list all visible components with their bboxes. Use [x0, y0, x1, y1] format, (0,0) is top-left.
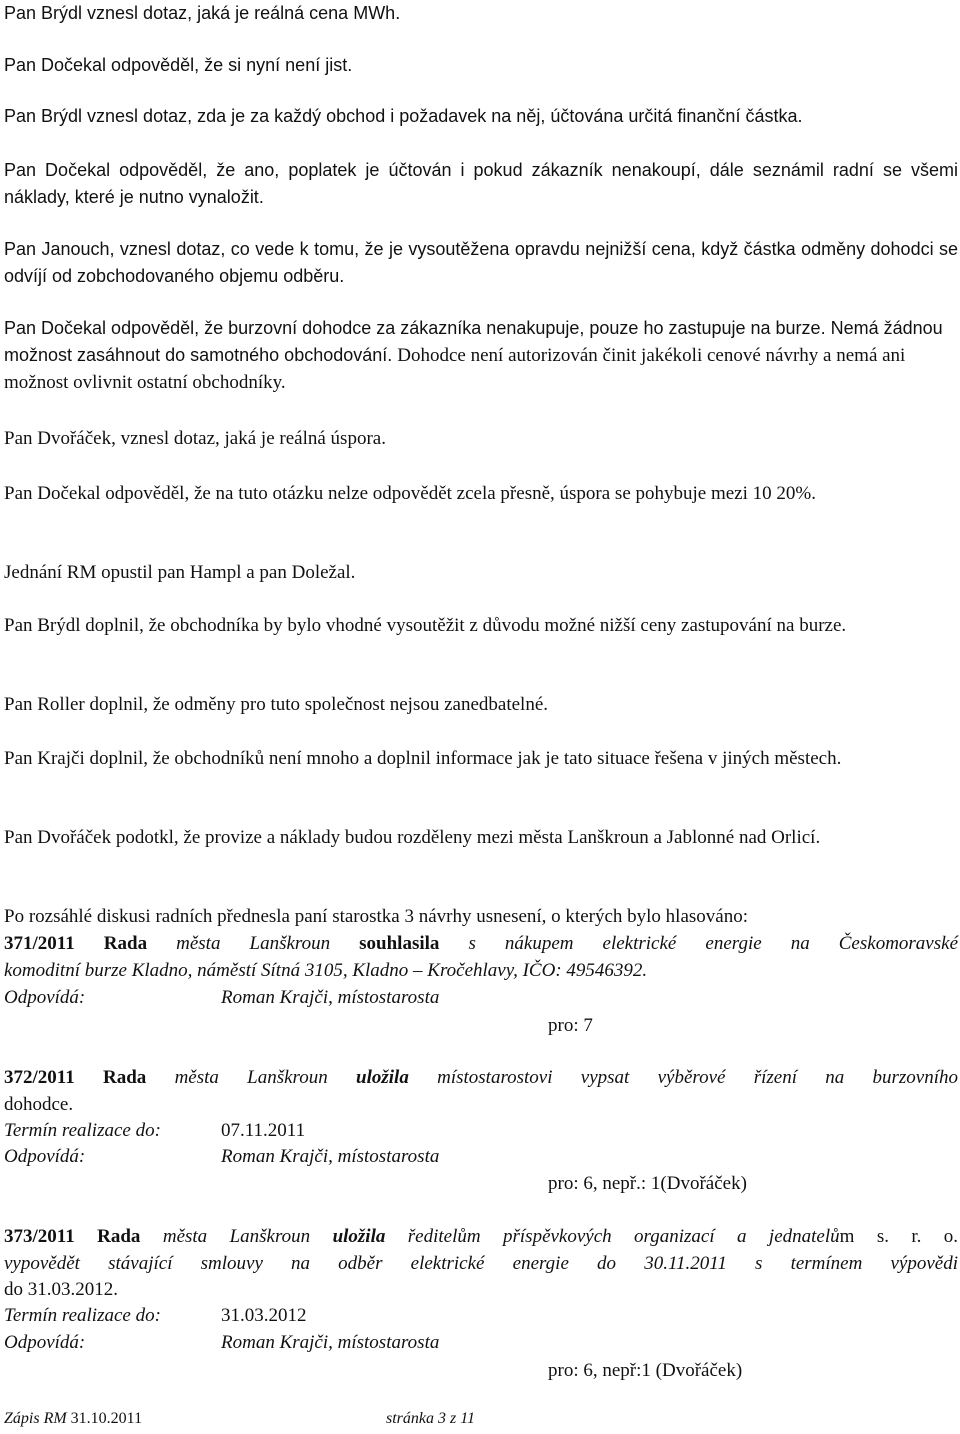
paragraph-brydl-fee: Pan Brýdl vznesl dotaz, zda je za každý obchod i požadavek na něj, účtována určitá finanční částka.: [4, 106, 803, 126]
resolution-371-line-2: komoditní burze Kladno, náměstí Sítná 3105, Kladno – Kročehlavy, IČO: 49546392.: [4, 960, 648, 981]
resolution-371-vote: pro: 7: [548, 1015, 593, 1036]
resolution-rada: Rada: [97, 1226, 141, 1247]
resolution-373-responsible-label: Odpovídá:: [4, 1332, 86, 1353]
resolution-text: místostarostovi vypsat výběrové řízení na burzovního: [437, 1067, 959, 1088]
paragraph-krajci: Pan Krajči doplnil, že obchodníků není mnoho a doplnil informace jak je tato situace řešena v jiných městech.: [4, 748, 842, 769]
resolution-rada: Rada: [103, 933, 148, 954]
paragraph-docekal-fee: Pan Dočekal odpověděl, že ano, poplatek je účtován i pokud zákazník nenakoupí, dále seznámil radní se všemi náklady, které je nutno vynaložit.: [4, 160, 958, 207]
resolution-town: města Lanškroun: [162, 1226, 311, 1247]
resolution-371-responsible-value: Roman Krajči, místostarosta: [221, 987, 440, 1008]
paragraph-roller: Pan Roller doplnil, že odměny pro tuto společnost nejsou zanedbatelné.: [4, 694, 549, 715]
resolution-text: s nákupem elektrické energie na Českomoravské: [468, 933, 958, 954]
resolution-373-term-value: 31.03.2012: [221, 1305, 307, 1326]
paragraph-resolutions-intro: Po rozsáhlé diskusi radních přednesla paní starostka 3 návrhy usnesení, o kterých bylo hlasováno:: [4, 906, 748, 927]
sentence-broker-role: Pan Dočekal odpověděl, že burzovní dohodce za zákazníka nenakupuje, pouze ho zastupuje na burze.: [4, 318, 826, 338]
resolution-373-line-1: [4, 1223, 958, 1250]
resolution-rada: Rada: [103, 1067, 147, 1088]
resolution-372-line-2: dohodce.: [4, 1094, 74, 1115]
resolution-number: 373/2011: [4, 1226, 75, 1247]
resolution-373-term-label: Termín realizace do:: [4, 1305, 161, 1326]
resolution-372-vote: pro: 6, nepř.: 1(Dvořáček): [548, 1173, 747, 1194]
resolution-town: města Lanškroun: [174, 1067, 328, 1088]
resolution-verb: uložila: [356, 1067, 409, 1088]
resolution-town: města Lanškroun: [176, 933, 331, 954]
paragraph-brydl-tender: Pan Brýdl doplnil, že obchodníka by bylo vhodné vysoutěžit z důvodu možné nižší ceny zastupování na burze.: [4, 615, 847, 636]
paragraph-left-meeting: Jednání RM opustil pan Hampl a pan Doležal.: [4, 562, 356, 583]
sentence-not-authorized: Dohodce není autorizován činit jakékoli cenové návrhy a nemá ani možnost ovlivnit ostatní obchodníky.: [4, 345, 906, 393]
resolution-verb: souhlasila: [359, 933, 440, 954]
resolution-number: 371/2011: [4, 933, 75, 954]
footer-document-label: [4, 1408, 142, 1430]
resolution-372-line-1: [4, 1064, 958, 1091]
resolution-372-term-value: 07.11.2011: [221, 1120, 306, 1141]
sentence-no-intervention: Nemá žádnou možnost zasáhnout do samotného obchodování.: [4, 318, 943, 365]
footer-doc-name: Zápis RM: [4, 1410, 67, 1427]
paragraph-docekal-savings: Pan Dočekal odpověděl, že na tuto otázku nelze odpovědět zcela přesně, úspora se pohybuje mezi 10 20%.: [4, 483, 816, 504]
paragraph-brydl-price: Pan Brýdl vznesl dotaz, jaká je reálná cena MWh.: [4, 3, 401, 23]
resolution-373-line-2: vypovědět stávající smlouvy na odběr elektrické energie do 30.11.2011 s termínem výpovědi: [4, 1253, 958, 1274]
resolution-373-responsible-value: Roman Krajči, místostarosta: [221, 1332, 440, 1353]
resolution-371-line-1: [4, 930, 958, 957]
resolution-text: [408, 1226, 958, 1247]
footer-doc-date: 31.10.2011: [70, 1410, 143, 1427]
resolution-372-responsible-value: Roman Krajči, místostarosta: [221, 1146, 440, 1167]
resolution-number: 372/2011: [4, 1067, 75, 1088]
resolution-373-line-3: do 31.03.2012.: [4, 1279, 118, 1300]
resolution-373-vote: pro: 6, nepř:1 (Dvořáček): [548, 1360, 743, 1381]
resolution-372-term-label: Termín realizace do:: [4, 1120, 161, 1141]
footer-page-number: stránka 3 z 11: [386, 1410, 476, 1427]
paragraph-janouch-question: Pan Janouch, vznesl dotaz, co vede k tomu, že je vysoutěžena opravdu nejnižší cena, když částka odměny dohodci se odvíjí od zobchodovaného objemu odběru.: [4, 239, 958, 286]
paragraph-dvoracek-savings: Pan Dvořáček, vznesl dotaz, jaká je reálná úspora.: [4, 428, 386, 449]
resolution-text-italic: ředitelům příspěvkových organizací a jednatelů: [407, 1226, 840, 1247]
paragraph-docekal-unsure: Pan Dočekal odpověděl, že si nyní není jist.: [4, 55, 353, 75]
resolution-371-responsible-label: Odpovídá:: [4, 987, 86, 1008]
resolution-text-plain: m s. r. o.: [839, 1226, 959, 1247]
paragraph-dvoracek-costs: Pan Dvořáček podotkl, že provize a náklady budou rozděleny mezi města Lanškroun a Jablonné nad Orlicí.: [4, 827, 821, 848]
resolution-verb: uložila: [332, 1226, 386, 1247]
paragraph-docekal-broker: [4, 315, 958, 396]
resolution-372-responsible-label: Odpovídá:: [4, 1146, 86, 1167]
